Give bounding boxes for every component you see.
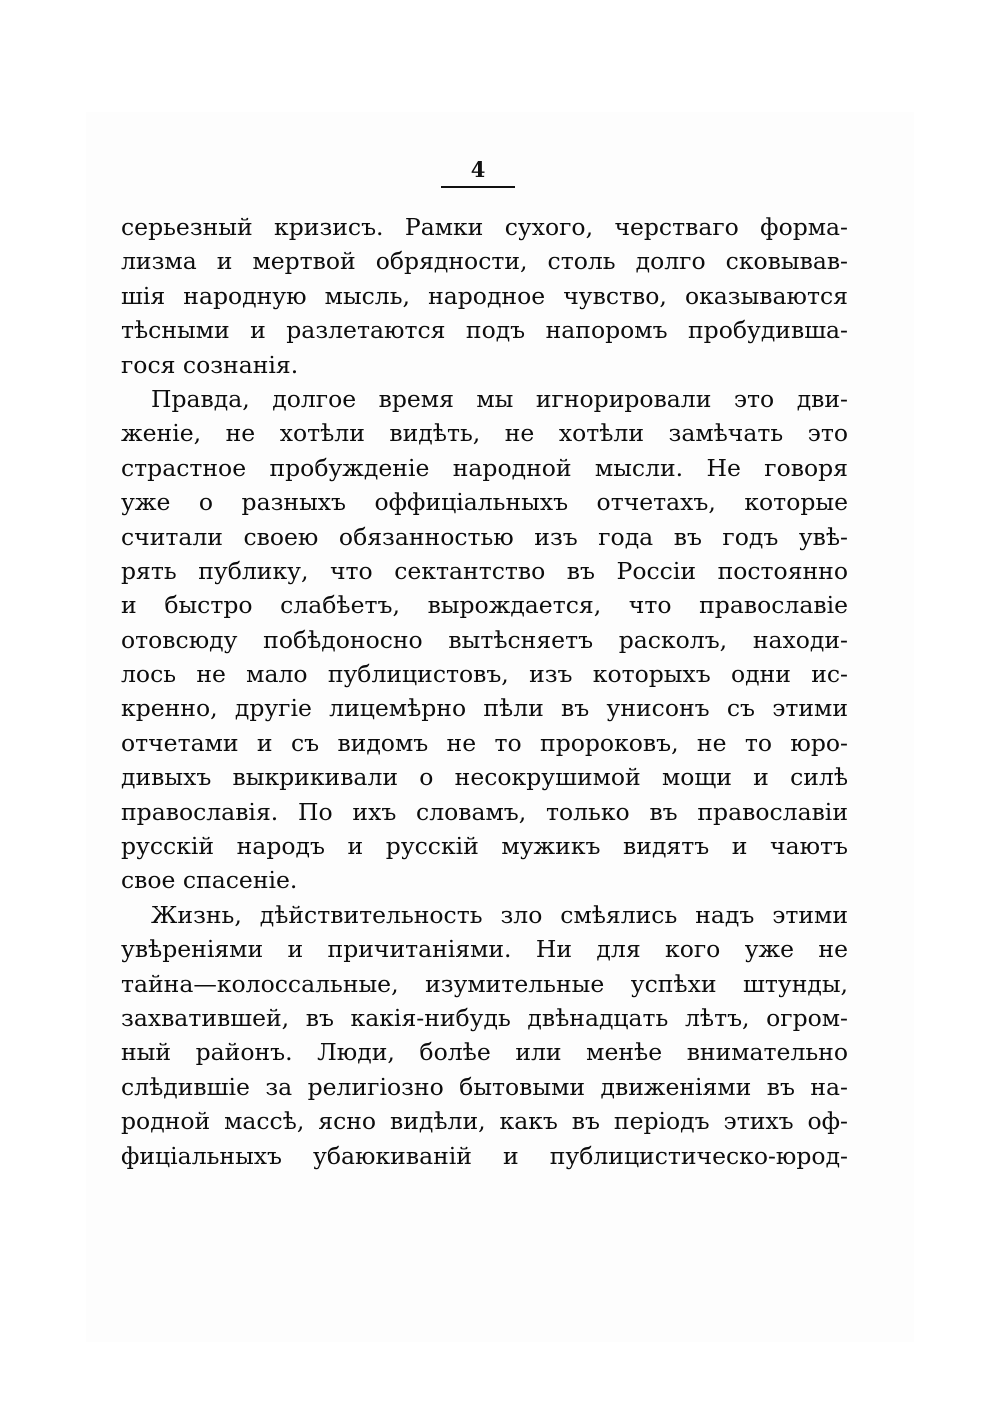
text-line: шія народную мысль, народное чувство, оказываются xyxy=(121,281,848,310)
text-line: отовсюду побѣдоносно вытѣсняетъ расколъ, находи- xyxy=(121,625,848,654)
text-line: фиціальныхъ убаюкиваній и публицистическо-юрод- xyxy=(121,1141,848,1170)
text-line: женіе, не хотѣли видѣть, не хотѣли замѣчать это xyxy=(121,419,848,448)
text-line: уже о разныхъ оффиціальныхъ отчетахъ, которые xyxy=(121,488,848,517)
text-line: и быстро слабѣетъ, вырождается, что православіе xyxy=(121,591,848,620)
text-line: родной массѣ, ясно видѣли, какъ въ періодъ этихъ оф- xyxy=(121,1107,848,1136)
text-line: рять публику, что сектантство въ Россіи постоянно xyxy=(121,556,848,585)
text-line: тѣсными и разлетаются подъ напоромъ пробудивша- xyxy=(121,316,848,345)
text-line: кренно, другіе лицемѣрно пѣли въ унисонъ съ этими xyxy=(121,694,848,723)
paragraph xyxy=(121,898,848,1173)
text-line: православія. По ихъ словамъ, только въ православіи xyxy=(121,797,848,826)
page-number: 4 xyxy=(470,157,486,182)
body-text xyxy=(121,210,848,1173)
text-line: лось не мало публицистовъ, изъ которыхъ одни ис- xyxy=(121,660,848,689)
text-line: свое спасеніе. xyxy=(121,866,298,895)
page-number-rule xyxy=(441,186,515,188)
text-line: русскій народъ и русскій мужикъ видятъ и чаютъ xyxy=(121,832,848,861)
text-line: слѣдившіе за религіозно бытовыми движеніями въ на- xyxy=(121,1072,848,1101)
text-line: серьезный кризисъ. Рамки сухого, черстваго форма- xyxy=(121,213,848,241)
text-line: страстное пробужденіе народной мысли. Не говоря xyxy=(121,453,848,482)
text-line: отчетами и съ видомъ не то пророковъ, не то юро- xyxy=(121,728,848,757)
paragraph xyxy=(121,210,848,382)
text-line: Правда, долгое время мы игнорировали это дви- xyxy=(151,384,848,413)
text-line: считали своею обязанностью изъ года въ годъ увѣ- xyxy=(121,522,848,551)
text-line: увѣреніями и причитаніями. Ни для кого уже не xyxy=(121,935,848,964)
text-line: дивыхъ выкрикивали о несокрушимой мощи и силѣ xyxy=(121,763,848,792)
paragraph xyxy=(121,382,848,898)
text-line: захватившей, въ какія-нибудь двѣнадцать лѣтъ, огром- xyxy=(121,1003,848,1032)
text-line: лизма и мертвой обрядности, столь долго сковывав- xyxy=(121,247,848,276)
text-line: ный районъ. Люди, болѣе или менѣе внимательно xyxy=(121,1038,848,1067)
text-line: гося сознанія. xyxy=(121,350,299,379)
text-line: Жизнь, дѣйствительность зло смѣялись надъ этими xyxy=(151,900,848,929)
text-line: тайна—колоссальные, изумительные успѣхи штунды, xyxy=(121,969,848,998)
